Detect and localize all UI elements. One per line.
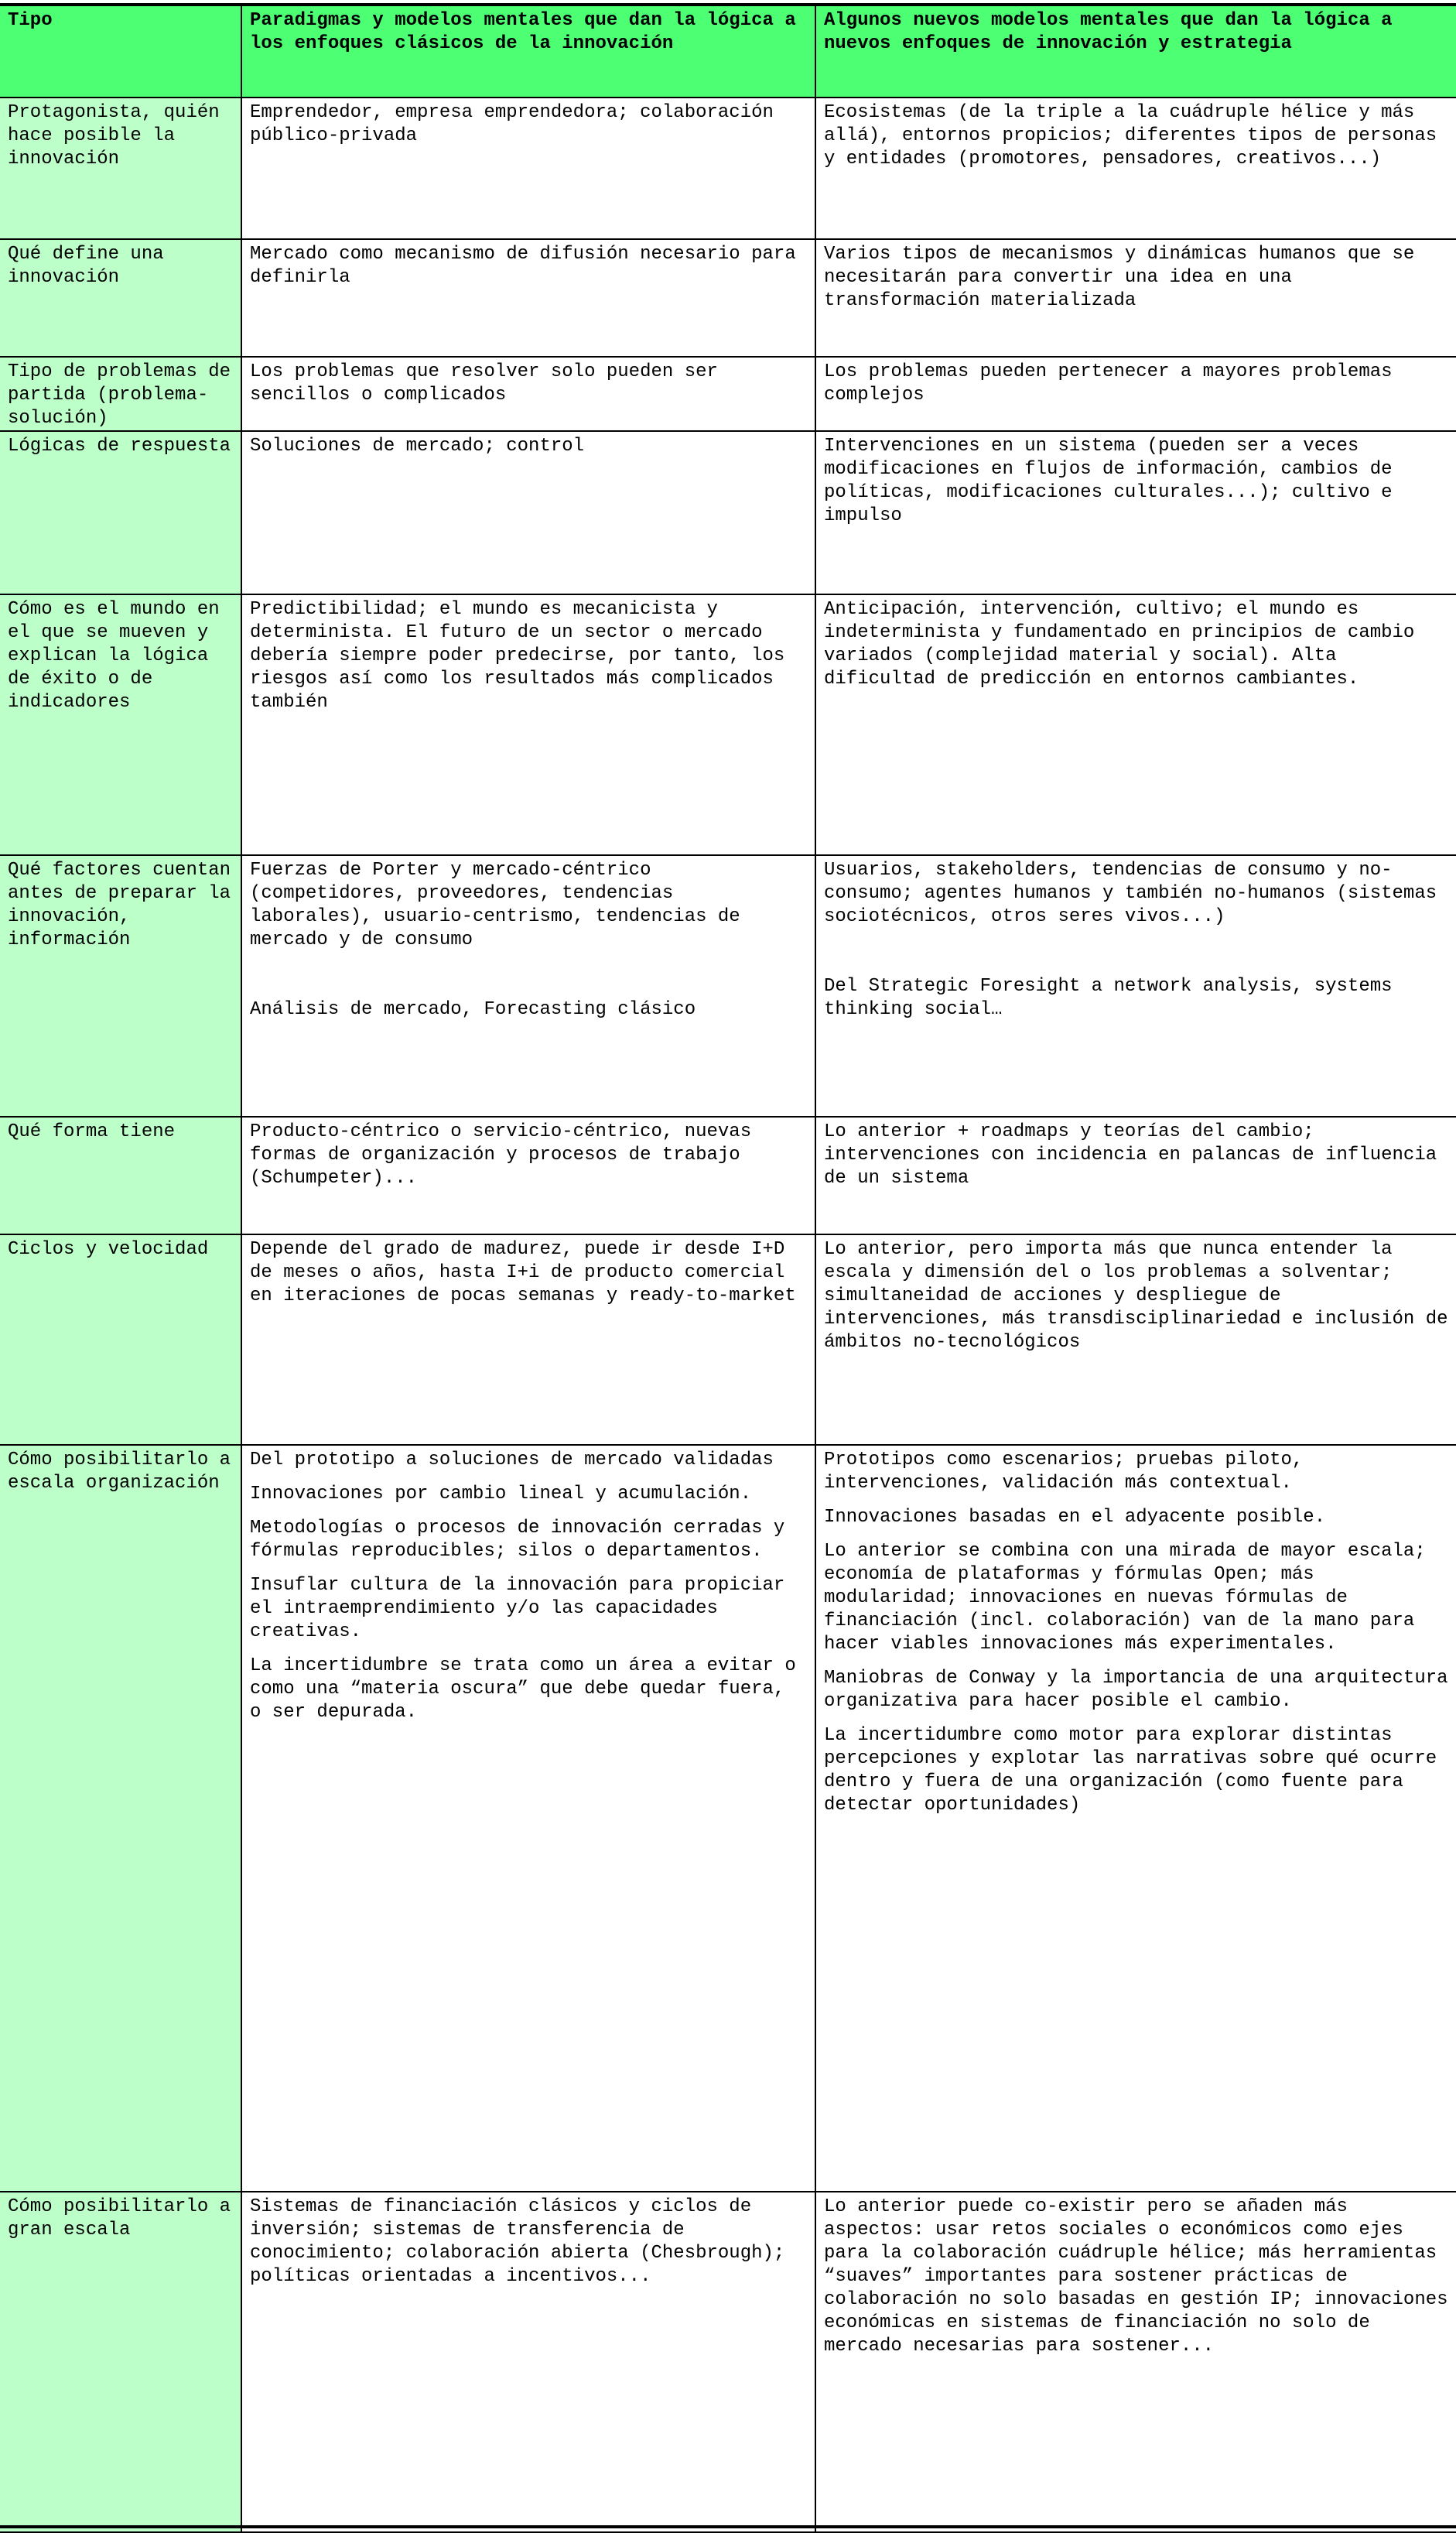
header-classic: Paradigmas y modelos mentales que dan la lógica a los enfoques clásicos de la innovación <box>241 5 815 98</box>
row-classic <box>241 1234 815 1445</box>
bottom-rule <box>0 2525 1456 2528</box>
row-tipo: Cómo posibilitarlo a gran escala <box>0 2192 241 2532</box>
row-new <box>815 431 1456 594</box>
row-classic <box>241 431 815 594</box>
row-new <box>815 855 1456 1117</box>
cell-text: La incertidumbre se trata como un área a evitar o como una “materia oscura” que debe quedar fuera, o ser depurada. <box>250 1655 796 1723</box>
table-row <box>0 357 1456 431</box>
row-classic <box>241 1117 815 1234</box>
cell-text: Soluciones de mercado; control <box>250 436 585 457</box>
table-row <box>0 594 1456 855</box>
cell-text: Análisis de mercado, Forecasting clásico <box>250 999 696 1020</box>
cell-text: Los problemas que resolver solo pueden ser sencillos o complicados <box>250 361 718 406</box>
row-classic <box>241 239 815 357</box>
row-classic <box>241 594 815 855</box>
cell-text: Fuerzas de Porter y mercado-céntrico (competidores, proveedores, tendencias laborales), usuario-centrismo, tendencias de mercado y de consumo <box>250 860 740 950</box>
cell-text: Del Strategic Foresight a network analysis, systems thinking social… <box>824 976 1393 1020</box>
cell-text: La incertidumbre como motor para explorar distintas percepciones y explotar las narrativas sobre qué ocurre dentro y fuera de una organización (como fuente para detectar oportunidades) <box>824 1725 1437 1816</box>
row-tipo: Tipo de problemas de partida (problema-solución) <box>0 357 241 431</box>
cell-text: Maniobras de Conway y la importancia de una arquitectura organizativa para hacer posible el cambio. <box>824 1668 1448 1712</box>
row-new <box>815 239 1456 357</box>
cell-text: Lo anterior, pero importa más que nunca entender la escala y dimensión del o los problemas a solventar; simultaneidad de acciones y despliegue de intervenciones, más transdisciplinariedad e inclusión de ámbitos no-tecnológicos <box>824 1239 1448 1353</box>
cell-text: Lo anterior + roadmaps y teorías del cambio; intervenciones con incidencia en palancas de influencia de un sistema <box>824 1121 1437 1189</box>
comparison-table <box>0 3 1456 2533</box>
cell-text: Del prototipo a soluciones de mercado validadas <box>250 1450 774 1470</box>
cell-text: Mercado como mecanismo de difusión necesario para definirla <box>250 244 796 288</box>
table-row <box>0 98 1456 239</box>
row-tipo: Cómo posibilitarlo a escala organización <box>0 1445 241 2192</box>
cell-text: Anticipación, intervención, cultivo; el mundo es indeterminista y fundamentado en principios de cambio variados (complejidad material y social). Alta dificultad de predicción en entornos cambiantes. <box>824 599 1415 690</box>
row-new <box>815 594 1456 855</box>
cell-text: Usuarios, stakeholders, tendencias de consumo y no-consumo; agentes humanos y también no-humanos (sistemas sociotécnicos, otros seres vivos...) <box>824 860 1437 927</box>
cell-text: Prototipos como escenarios; pruebas piloto, intervenciones, validación más contextual. <box>824 1450 1304 1494</box>
row-tipo: Lógicas de respuesta <box>0 431 241 594</box>
table-header-row <box>0 5 1456 98</box>
row-new <box>815 1234 1456 1445</box>
row-new <box>815 98 1456 239</box>
cell-text: Lo anterior puede co-existir pero se añaden más aspectos: usar retos sociales o económicos como ejes para la colaboración cuádruple hélice; más herramientas “suaves” importantes para sostener prácticas de colaboración no solo basadas en gestión IP; innovaciones económicas en sistemas de financiación no solo de mercado necesarias para sostener... <box>824 2196 1448 2357</box>
cell-text: Innovaciones por cambio lineal y acumulación. <box>250 1484 752 1504</box>
cell-text: Innovaciones basadas en el adyacente posible. <box>824 1507 1326 1528</box>
table-row <box>0 2192 1456 2532</box>
row-new <box>815 2192 1456 2532</box>
header-new: Algunos nuevos modelos mentales que dan la lógica a nuevos enfoques de innovación y estrategia <box>815 5 1456 98</box>
cell-text: Sistemas de financiación clásicos y ciclos de inversión; sistemas de transferencia de conocimiento; colaboración abierta (Chesbrough); políticas orientadas a incentivos... <box>250 2196 785 2287</box>
row-classic <box>241 1445 815 2192</box>
cell-text: Varios tipos de mecanismos y dinámicas humanos que se necesitarán para convertir una idea en una transformación materializada <box>824 244 1415 311</box>
row-classic <box>241 357 815 431</box>
cell-text: Los problemas pueden pertenecer a mayores problemas complejos <box>824 361 1393 406</box>
row-new <box>815 357 1456 431</box>
table-row <box>0 1234 1456 1445</box>
cell-text: Metodologías o procesos de innovación cerradas y fórmulas reproducibles; silos o departamentos. <box>250 1518 785 1562</box>
row-tipo: Qué forma tiene <box>0 1117 241 1234</box>
table-row <box>0 1117 1456 1234</box>
cell-text: Emprendedor, empresa emprendedora; colaboración público-privada <box>250 102 774 146</box>
cell-text: Insuflar cultura de la innovación para propiciar el intraemprendimiento y/o las capacidades creativas. <box>250 1575 785 1642</box>
row-new <box>815 1117 1456 1234</box>
row-tipo: Protagonista, quién hace posible la innovación <box>0 98 241 239</box>
cell-text: Ecosistemas (de la triple a la cuádruple hélice y más allá), entornos propicios; diferentes tipos de personas y entidades (promotores, pensadores, creativos...) <box>824 102 1437 169</box>
header-tipo: Tipo <box>0 5 241 98</box>
table-row <box>0 239 1456 357</box>
row-new <box>815 1445 1456 2192</box>
row-classic <box>241 855 815 1117</box>
cell-text: Intervenciones en un sistema (pueden ser a veces modificaciones en flujos de información, cambios de políticas, modificaciones culturales...); cultivo e impulso <box>824 436 1393 526</box>
cell-text: Depende del grado de madurez, puede ir desde I+D de meses o años, hasta I+i de producto comercial en iteraciones de pocas semanas y ready-to-market <box>250 1239 796 1306</box>
row-classic <box>241 2192 815 2532</box>
row-classic <box>241 98 815 239</box>
row-tipo: Ciclos y velocidad <box>0 1234 241 1445</box>
cell-text: Lo anterior se combina con una mirada de mayor escala; economía de plataformas y fórmulas Open; más modularidad; innovaciones en nuevas fórmulas de financiación (incl. colaboración) van de la mano para hacer viables innovaciones más experimentales. <box>824 1541 1426 1655</box>
table-row <box>0 431 1456 594</box>
row-tipo: Qué define una innovación <box>0 239 241 357</box>
cell-text: Predictibilidad; el mundo es mecanicista y determinista. El futuro de un sector o mercado debería siempre poder predecirse, por tanto, los riesgos así como los resultados más complicados también <box>250 599 785 713</box>
cell-text: Producto-céntrico o servicio-céntrico, nuevas formas de organización y procesos de trabajo (Schumpeter)... <box>250 1121 752 1189</box>
row-tipo: Cómo es el mundo en el que se mueven y explican la lógica de éxito o de indicadores <box>0 594 241 855</box>
table-row <box>0 855 1456 1117</box>
table-row <box>0 1445 1456 2192</box>
row-tipo: Qué factores cuentan antes de preparar la innovación, información <box>0 855 241 1117</box>
